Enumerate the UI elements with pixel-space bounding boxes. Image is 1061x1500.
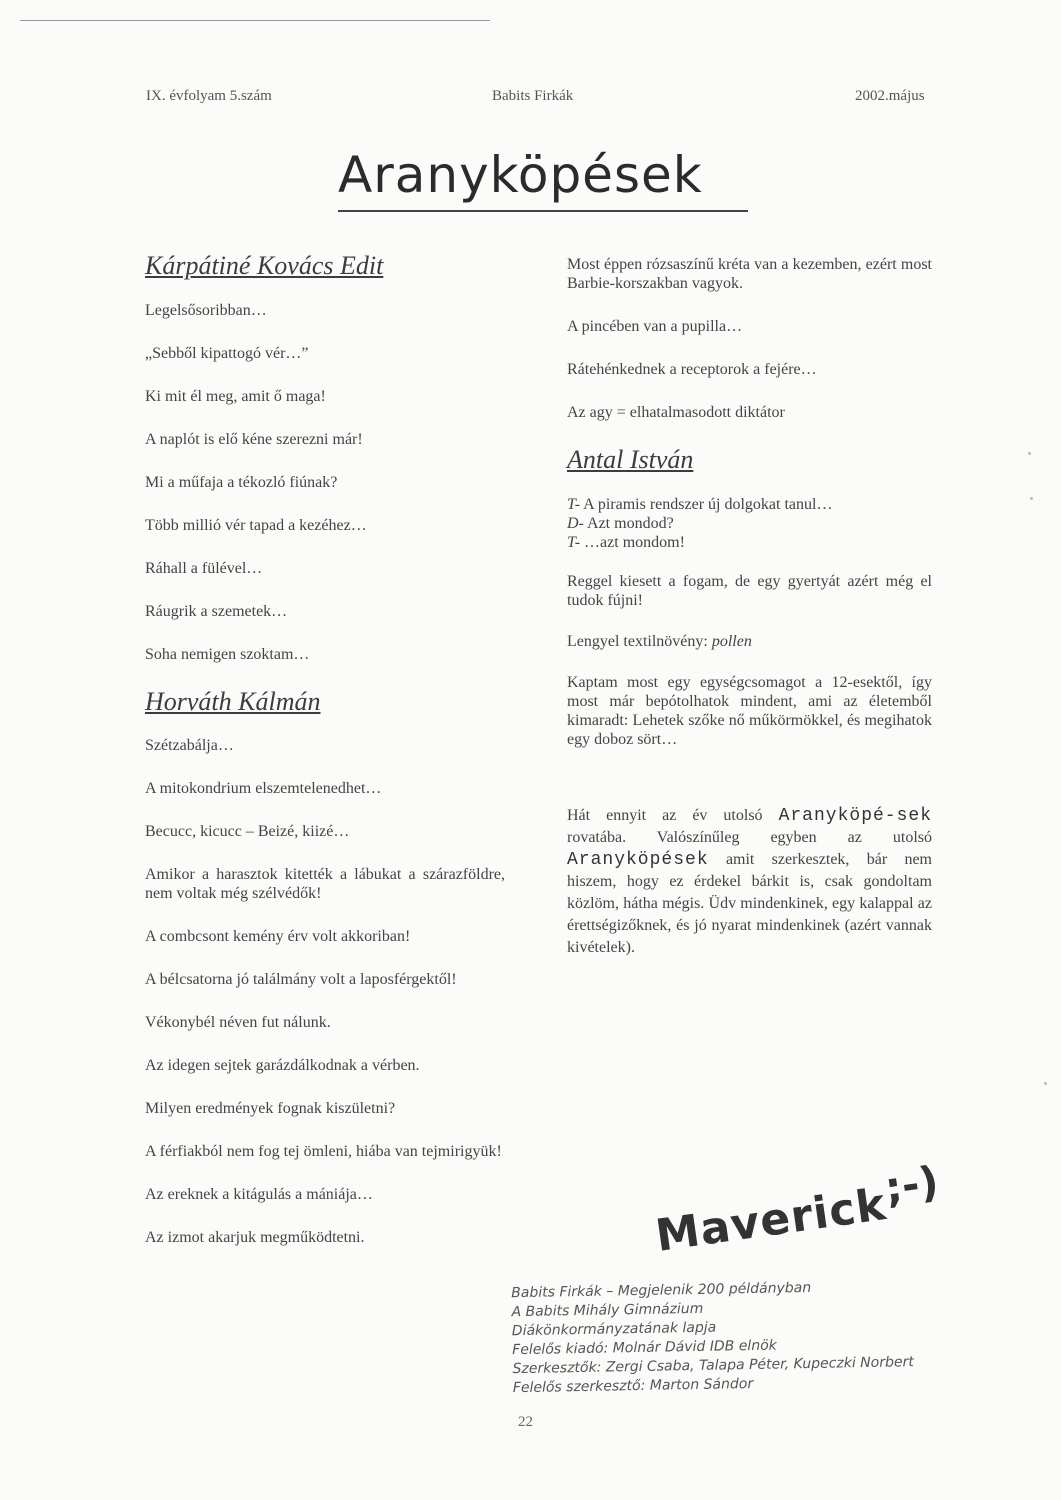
quote: Soha nemigen szoktam… <box>145 645 310 663</box>
left-column <box>145 252 505 1271</box>
quote: Ki mit él meg, amit ő maga! <box>145 387 326 405</box>
quote: Reggel kiesett a fogam, de egy gyertyát azért még el tudok fújni! <box>567 572 932 609</box>
scan-speck <box>1028 452 1031 455</box>
closing-text: rovatába. Valószínűleg egyben az utolsó <box>567 828 932 846</box>
closing-paragraph <box>567 805 932 959</box>
speaker-label: T- <box>567 495 581 513</box>
imprint-line: Diákönkormányzatának lapja <box>511 1319 717 1340</box>
quote: „Sebből kipattogó vér…” <box>145 344 309 362</box>
page-title: Aranyköpések <box>338 146 703 204</box>
right-column <box>567 255 932 983</box>
section-heading-karpatine: Kárpátiné Kovács Edit <box>145 251 384 280</box>
dialogue-text: A piramis rendszer új dolgokat tanul… <box>583 495 833 513</box>
issue-date: 2002.május <box>855 88 925 104</box>
dialogue-line <box>567 514 932 533</box>
imprint-line: Babits Firkák – Megjelenik 200 példányban <box>511 1279 812 1302</box>
quote: A férfiakból nem fog tej ömleni, hiába van tejmirigyük! <box>145 1143 502 1161</box>
dialogue-text: …azt mondom! <box>584 533 685 551</box>
quote: Vékonybél néven fut nálunk. <box>145 1014 331 1032</box>
quote: Milyen eredmények fognak kiszületni? <box>145 1100 396 1118</box>
quote: Kaptam most egy egységcsomagot a 12-esektől, így most már bepótolhatok mindent, ami az életemből kimaradt: Lehetek szőke nő műkörmökkel, és megihatok egy doboz sört… <box>567 673 932 748</box>
quote: A mitokondrium elszemtelenedhet… <box>145 780 382 798</box>
quote: Több millió vér tapad a kezéhez… <box>145 516 367 534</box>
signature-maverick: Maverick <box>652 1179 890 1262</box>
dialogue-block <box>567 495 932 552</box>
quote: A pincében van a pupilla… <box>567 318 743 335</box>
signature-smiley: ;-) <box>881 1156 942 1213</box>
quote: A naplót is elő kéne szerezni már! <box>145 430 363 448</box>
quote: Ráhall a fülével… <box>145 559 263 577</box>
quote: Szétzabálja… <box>145 737 234 755</box>
imprint-block <box>511 1276 993 1398</box>
textile-answer: pollen <box>711 632 752 650</box>
textile-label: Lengyel textilnövény: <box>567 632 708 650</box>
dialogue-line <box>567 495 932 514</box>
quote: Amikor a harasztok kitették a lábukat a szárazföldre, nem voltak még szélvédők! <box>145 866 505 903</box>
dialogue-text: Azt mondod? <box>587 514 674 532</box>
section-heading-antal: Antal István <box>567 445 694 474</box>
quote: Az idegen sejtek garázdálkodnak a vérben. <box>145 1057 420 1075</box>
page-number: 22 <box>518 1414 533 1430</box>
section-heading-horvath: Horváth Kálmán <box>145 686 321 716</box>
imprint-line: Szerkesztők: Zergi Csaba, Talapa Péter, Kupeczki Norbert <box>512 1354 914 1378</box>
publication-name: Babits Firkák <box>492 88 574 104</box>
quote: Legelsősoribban… <box>145 301 267 319</box>
dialogue-line <box>567 533 932 552</box>
quote: Az izmot akarjuk megműködtetni. <box>145 1229 365 1247</box>
quote: Rátehénkednek a receptorok a fejére… <box>567 361 817 378</box>
scan-speck <box>1030 497 1033 500</box>
imprint-line: Felelős kiadó: Molnár Dávid IDB elnök <box>512 1337 777 1359</box>
issue-label: IX. évfolyam 5.szám <box>146 88 272 104</box>
quote: Mi a műfaja a tékozló fiúnak? <box>145 473 338 491</box>
top-rule <box>20 20 490 21</box>
closing-text: Hát ennyit az év utolsó <box>567 806 763 824</box>
quote: Ráugrik a szemetek… <box>145 602 288 620</box>
scan-speck <box>1044 1082 1047 1085</box>
quote: Az agy = elhatalmasodott diktátor <box>567 404 785 421</box>
closing-text: amit szerkesztek, bár nem hiszem, hogy ez érdekel bárkit is, csak gondoltam közlöm, hátha mégis. Üdv mindenkinek, egy kalappal az érettségizőknek, és jó nyarat mindenkinek (azért vannak kivételek). <box>567 850 932 956</box>
quote: Most éppen rózsaszínű kréta van a kezemben, ezért most Barbie-korszakban vagyok. <box>567 256 932 292</box>
imprint-line: A Babits Mihály Gimnázium <box>511 1300 704 1321</box>
title-underline <box>338 210 748 212</box>
brand-name: Aranyköpé-sek <box>778 805 933 826</box>
quote: Az ereknek a kitágulás a mániája… <box>145 1186 373 1204</box>
speaker-label: T- <box>567 533 581 551</box>
quote: A bélcsatorna jó találmány volt a laposférgektől! <box>145 971 457 989</box>
quote: Becucc, kicucc – Beizé, kiizé… <box>145 823 350 841</box>
speaker-label: D- <box>567 514 584 532</box>
quote-textile <box>567 632 932 651</box>
imprint-line: Felelős szerkesztő: Marton Sándor <box>512 1375 754 1397</box>
brand-name: Aranyköpések <box>567 849 709 870</box>
quote: A combcsont kemény érv volt akkoriban! <box>145 928 411 946</box>
